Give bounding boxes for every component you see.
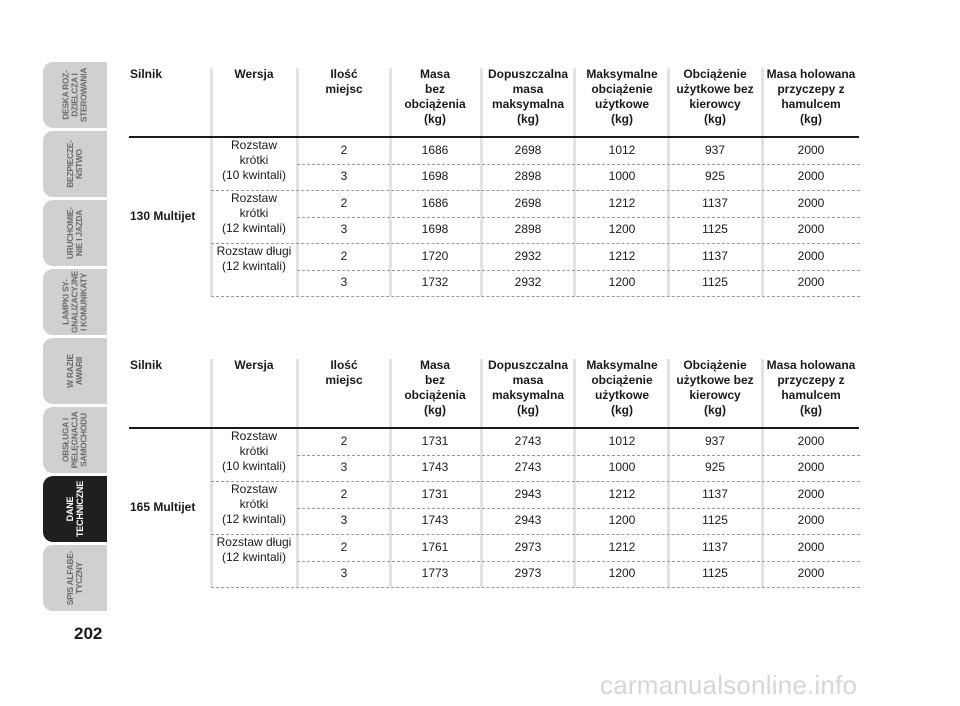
column-divider (296, 359, 299, 587)
table-cell: 2 (340, 248, 348, 263)
table-cell: 2 (340, 539, 348, 554)
tab-label: DESKA ROZ- DZIELCZA I STEROWANIA (60, 67, 89, 123)
table-cell: 937 (704, 433, 726, 448)
version-label: Rozstaw długi (12 kwintali) (216, 244, 292, 273)
tab-obsluga[interactable] (43, 407, 107, 473)
column-header: Masa holowana przyczepy z hamulcem (kg) (766, 67, 856, 126)
tab-deska-rozdzielcza[interactable] (43, 62, 107, 128)
column-header: Maksymalne obciążenie użytkowe (kg) (586, 358, 658, 417)
table-cell: 2 (340, 486, 348, 501)
column-header: Masa holowana przyczepy z hamulcem (kg) (766, 358, 856, 417)
table-cell: 2000 (797, 275, 825, 290)
version-label: Rozstaw krótki (12 kwintali) (221, 191, 287, 235)
table-cell: 1200 (608, 222, 636, 237)
version-label: Rozstaw długi (12 kwintali) (216, 535, 292, 564)
table-cell: 2743 (514, 460, 542, 475)
engine-label: 165 Multijet (130, 499, 196, 514)
row-separator (211, 190, 860, 191)
table-cell: 1012 (608, 142, 636, 157)
version-label: Rozstaw krótki (10 kwintali) (221, 429, 287, 473)
table-cell: 1200 (608, 566, 636, 581)
table-cell: 2898 (514, 169, 542, 184)
watermark: carmanualsonline.info (600, 670, 858, 700)
table-cell: 1761 (421, 539, 449, 554)
table-cell: 2000 (797, 248, 825, 263)
column-header: Dopuszczalna masa maksymalna (kg) (487, 358, 568, 417)
table-cell: 3 (340, 460, 348, 475)
table-cell: 1698 (421, 169, 449, 184)
table-cell: 3 (340, 513, 348, 528)
table-cell: 3 (340, 275, 348, 290)
table-cell: 2000 (797, 195, 825, 210)
table-cell: 2 (340, 433, 348, 448)
row-separator (297, 455, 860, 456)
row-separator (297, 164, 860, 165)
table-cell: 2000 (797, 142, 825, 157)
tab-uruchomienie[interactable] (43, 200, 107, 266)
table-cell: 2 (340, 195, 348, 210)
table-cell: 1000 (608, 460, 636, 475)
tab-label: LAMPKI SY- GNALIZACYJNE I KOMUNIKATY (60, 270, 89, 333)
table-cell: 2698 (514, 142, 542, 157)
table-cell: 1137 (702, 486, 728, 501)
column-header: Masa bez obciążenia (kg) (404, 67, 466, 126)
table-cell: 2000 (797, 566, 825, 581)
row-separator (211, 534, 860, 535)
column-divider (389, 68, 392, 296)
table-cell: 1698 (421, 222, 449, 237)
table-cell: 1773 (421, 566, 449, 581)
column-header: Silnik (130, 67, 163, 81)
tab-spis-alfabetyczny[interactable] (43, 545, 107, 611)
chapter-tabs (43, 62, 107, 614)
table-cell: 1125 (702, 275, 728, 290)
table-cell: 2932 (514, 275, 542, 290)
table-cell: 3 (340, 222, 348, 237)
table-cell: 2000 (797, 433, 825, 448)
table-cell: 2000 (797, 513, 825, 528)
tab-label: URUCHOMIE- NIE I JAZDA (65, 207, 84, 259)
column-header: Ilość miejsc (325, 67, 363, 96)
table-cell: 1731 (421, 433, 449, 448)
tab-label: BEZPIECZE- ŃSTWO (65, 140, 84, 188)
table-cell: 3 (340, 169, 348, 184)
table-cell: 925 (704, 169, 726, 184)
table-cell: 1212 (608, 248, 636, 263)
tab-w-razie-awarii[interactable] (43, 338, 107, 404)
table-cell: 2000 (797, 169, 825, 184)
row-separator (211, 481, 860, 482)
tab-lampki[interactable] (43, 269, 107, 335)
table-cell: 1731 (421, 486, 449, 501)
tab-label: DANE TECHNICZNE (65, 481, 85, 537)
table-cell: 2743 (514, 433, 542, 448)
column-header: Wersja (234, 67, 274, 81)
table-cell: 1200 (608, 275, 636, 290)
table-cell: 1212 (608, 486, 636, 501)
row-separator (297, 508, 860, 509)
table-cell: 1137 (702, 195, 728, 210)
table-cell: 2 (340, 142, 348, 157)
table-cell: 2973 (514, 539, 542, 554)
table-cell: 2898 (514, 222, 542, 237)
column-header: Masa bez obciążenia (kg) (404, 358, 466, 417)
table-cell: 1212 (608, 195, 636, 210)
table-cell: 2973 (514, 566, 542, 581)
table-cell: 1012 (608, 433, 636, 448)
version-label: Rozstaw krótki (12 kwintali) (221, 482, 287, 526)
table-cell: 925 (704, 460, 726, 475)
table-cell: 2000 (797, 539, 825, 554)
column-header: Wersja (234, 358, 274, 372)
table-cell: 1200 (608, 513, 636, 528)
column-divider (296, 68, 299, 296)
column-header: Obciążenie użytkowe bez kierowcy (kg) (676, 67, 754, 126)
engine-label: 130 Multijet (130, 208, 196, 223)
table-cell: 1743 (421, 513, 449, 528)
table-cell: 1686 (421, 195, 449, 210)
table-cell: 1137 (702, 539, 728, 554)
table-cell: 937 (704, 142, 726, 157)
row-separator (297, 217, 860, 218)
table-cell: 1125 (702, 566, 728, 581)
table-cell: 2698 (514, 195, 542, 210)
table-cell: 1125 (702, 222, 728, 237)
row-separator (211, 587, 860, 588)
tab-bezpieczenstwo[interactable] (43, 131, 107, 197)
table-cell: 1212 (608, 539, 636, 554)
table-cell: 1137 (702, 248, 728, 263)
row-separator (297, 561, 860, 562)
column-header: Silnik (130, 358, 163, 372)
table-cell: 1720 (421, 248, 449, 263)
table-cell: 1743 (421, 460, 449, 475)
tab-label: W RAZIE AWARII (65, 354, 84, 388)
table-cell: 3 (340, 566, 348, 581)
table-cell: 2943 (514, 513, 542, 528)
row-separator (297, 270, 860, 271)
table-cell: 2943 (514, 486, 542, 501)
column-header: Ilość miejsc (325, 358, 363, 387)
column-divider (210, 68, 213, 296)
column-header: Obciążenie użytkowe bez kierowcy (kg) (676, 358, 754, 417)
row-separator (211, 243, 860, 244)
column-header: Maksymalne obciążenie użytkowe (kg) (586, 67, 658, 126)
table-cell: 2000 (797, 222, 825, 237)
table-cell: 2000 (797, 486, 825, 501)
column-divider (210, 359, 213, 587)
table-cell: 2932 (514, 248, 542, 263)
tab-dane-techniczne[interactable] (43, 476, 107, 542)
table-cell: 2000 (797, 460, 825, 475)
tab-label: SPIS ALFABE- TYCZNY (65, 550, 84, 606)
version-label: Rozstaw krótki (10 kwintali) (221, 138, 287, 182)
table-cell: 1686 (421, 142, 449, 157)
tab-label: OBSŁUGA I PIELĘGNACJA SAMOCHODU (60, 411, 89, 469)
table-cell: 1732 (421, 275, 449, 290)
row-separator (211, 296, 860, 297)
table-cell: 1000 (608, 169, 636, 184)
table-cell: 1125 (702, 513, 728, 528)
column-header: Dopuszczalna masa maksymalna (kg) (487, 67, 568, 126)
column-divider (389, 359, 392, 587)
page-number: 202 (74, 624, 103, 643)
